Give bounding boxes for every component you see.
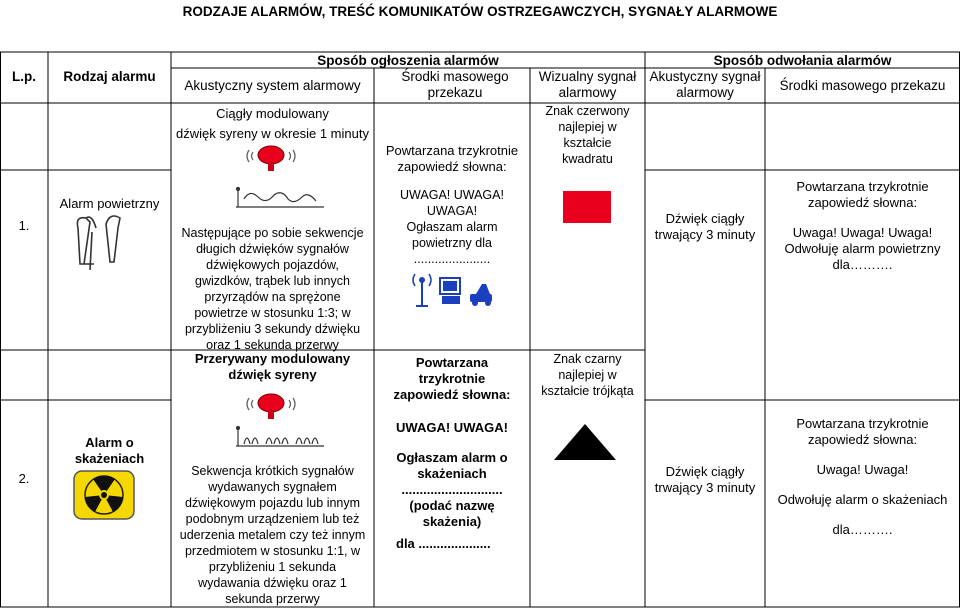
row1-acoustic-top-1: Ciągły modulowany: [216, 106, 329, 121]
row1-lp: 1.: [18, 218, 30, 233]
row1-acoustic-top-2: dźwięk syreny w okresie 1 minuty: [176, 126, 369, 141]
header-visual: Wizualny sygnał alarmowy: [538, 69, 637, 100]
row1-acoustic-line: długich dźwięków sygnałów: [196, 242, 349, 256]
row1-cancel-media-line: Uwaga! Uwaga! Uwaga!: [792, 225, 933, 240]
row2-cancel-media-line: Odwołuję alarm o skażeniach: [777, 492, 948, 507]
row1-cancel-media-line: zapowiedź słowna:: [807, 195, 918, 210]
red-square-signal: [563, 191, 611, 223]
row1-visual-line: Znak czerwony: [545, 104, 630, 118]
row2-media-top: [374, 355, 530, 403]
row2-media-line: skażeniach: [417, 466, 487, 481]
tone-wave-icon: [236, 185, 326, 209]
row1-cancel-acoustic-line: trwający 3 minuty: [654, 227, 756, 242]
siren-icon: [245, 142, 297, 172]
row1-cancel-media-spacer: [765, 211, 960, 225]
row1-visual-line: najlepiej w: [558, 120, 617, 134]
page-title: RODZAJE ALARMÓW, TREŚĆ KOMUNIKATÓW OSTRZEGAWCZYCH, SYGNAŁY ALARMOWE: [182, 4, 778, 19]
row2-media-line: (podać nazwę: [409, 498, 495, 513]
car-icon: [470, 284, 492, 306]
row2-media-top-line: trzykrotnie: [418, 371, 486, 386]
row1-acoustic-line: przyrządów na sprężone: [204, 290, 341, 304]
row2-visual-top: [530, 351, 645, 399]
tv-icon: [440, 278, 460, 304]
row2-acoustic-top-2: dźwięk syreny: [228, 367, 317, 382]
header-type: Rodzaj alarmu: [63, 69, 156, 84]
row2-acoustic-line: wydawanych sygnałem: [208, 480, 337, 494]
row2-cancel-acoustic: [645, 464, 765, 496]
row2-cancel-media-spacer: [765, 478, 960, 492]
row2-visual-line: najlepiej w: [558, 368, 617, 382]
header-announce-group: Sposób ogłoszenia alarmów: [317, 53, 499, 68]
row2-cancel-media: [765, 416, 960, 538]
row2-visual-line: kształcie trójkąta: [541, 384, 634, 398]
row2-name-2: skażeniach: [74, 451, 145, 466]
row2-acoustic-top-1: Przerywany modulowany: [194, 351, 351, 366]
row2-acoustic-line: podobnym urządzeniem lub też: [185, 512, 360, 526]
row2-cancel-media-spacer: [765, 448, 960, 462]
row1-media-line: powietrzny dla: [412, 236, 492, 250]
row1-media-line: Ogłaszam alarm: [406, 220, 498, 234]
row2-media-line: skażenia): [422, 514, 482, 529]
row1-acoustic-text: [171, 225, 374, 353]
row1-acoustic-line: gwizdków, trąbek lub innych: [195, 274, 350, 288]
row1-name: Alarm powietrzny: [59, 196, 160, 211]
row2-cancel-media-line: zapowiedź słowna:: [807, 432, 918, 447]
row1-cancel-media: [765, 179, 960, 273]
row1-media-text: [374, 187, 530, 267]
row2-name-1: Alarm o: [85, 435, 134, 450]
row1-acoustic-line: powietrze w stosunku 1:3; w: [194, 306, 351, 320]
row2-acoustic-line: sekunda przerwy: [225, 592, 320, 606]
row2-lp: 2.: [18, 471, 30, 486]
row2-media-line: UWAGA! UWAGA!: [396, 420, 508, 435]
header-mass-media-cancel: Środki masowego przekazu: [779, 78, 946, 93]
row2-media-line: ............................: [401, 482, 503, 497]
siren-icon: [245, 390, 297, 420]
row1-cancel-acoustic-line: Dźwięk ciągły: [665, 211, 745, 226]
media-icons: [412, 272, 494, 308]
row2-acoustic-text: [171, 463, 374, 607]
row1-media-line: ......................: [413, 252, 491, 266]
row2-media-top-line: zapowiedź słowna:: [393, 387, 511, 402]
header-acoustic-cancel: Akustyczny sygnał alarmowy: [649, 69, 761, 100]
rockets-icon: [72, 214, 128, 274]
row2-cancel-acoustic-line: Dźwięk ciągły: [665, 464, 745, 479]
row2-acoustic-line: przedmiotem w stosunku 1:1, w: [184, 544, 361, 558]
row1-acoustic-line: dźwiękowych pojazdów,: [206, 258, 339, 272]
row2-cancel-media-spacer: [765, 508, 960, 522]
row1-acoustic-line: Następujące po sobie sekwencje: [181, 226, 364, 240]
row1-cancel-media-line: Powtarzana trzykrotnie: [796, 179, 929, 194]
row2-acoustic-line: uderzenia metalem czy też innym: [179, 528, 366, 542]
row2-acoustic-line: wydawania dźwięku oraz 1: [198, 576, 347, 590]
row1-cancel-acoustic: [645, 211, 765, 243]
row2-acoustic-line: przybliżeniu 1 sekunda: [208, 560, 337, 574]
row1-media-top-2: zapowiedź słowna:: [397, 159, 507, 174]
row2-visual-line: Znak czarny: [553, 352, 622, 366]
row1-acoustic-line: przybliżeniu 3 sekundy dźwięku: [184, 322, 361, 336]
row2-media-spacer: [374, 436, 530, 450]
row1-cancel-media-line: Odwołuję alarm powietrzny: [784, 241, 941, 256]
row1-visual-top: [530, 103, 645, 167]
row1-visual-line: kwadratu: [562, 152, 613, 166]
row2-media-line: Ogłaszam alarm o: [396, 450, 508, 465]
row1-media-top-1: Powtarzana trzykrotnie: [385, 143, 519, 158]
row2-media-top-line: Powtarzana: [415, 355, 489, 370]
radiation-icon: [73, 470, 135, 520]
row2-cancel-media-line: dla……….: [832, 522, 893, 537]
row2-acoustic-line: Sekwencja krótkich sygnałów: [191, 464, 354, 478]
header-cancel-group: Sposób odwołania alarmów: [713, 53, 892, 68]
row2-media-line: dla ....................: [396, 536, 491, 551]
black-triangle-signal: [554, 424, 616, 460]
row2-cancel-media-line: Uwaga! Uwaga!: [816, 462, 909, 477]
row2-media-text: [374, 420, 530, 552]
row2-cancel-acoustic-line: trwający 3 minuty: [654, 480, 756, 495]
row1-acoustic-line: oraz 1 sekunda przerwy: [206, 338, 339, 352]
header-mass-media: Środki masowego przekazu: [401, 69, 509, 100]
header-lp: L.p.: [12, 69, 36, 84]
row1-media-line: UWAGA! UWAGA!: [400, 188, 504, 202]
header-acoustic: Akustyczny system alarmowy: [184, 78, 361, 93]
row2-cancel-media-line: Powtarzana trzykrotnie: [796, 416, 929, 431]
tone-pulses-icon: [236, 424, 326, 448]
row2-acoustic-line: dźwiękowym pojazdu lub innym: [184, 496, 361, 510]
antenna-icon: [413, 274, 431, 306]
row1-visual-line: kształcie: [563, 136, 612, 150]
row1-media-line: UWAGA!: [426, 204, 478, 218]
row1-cancel-media-line: dla……….: [832, 257, 893, 272]
